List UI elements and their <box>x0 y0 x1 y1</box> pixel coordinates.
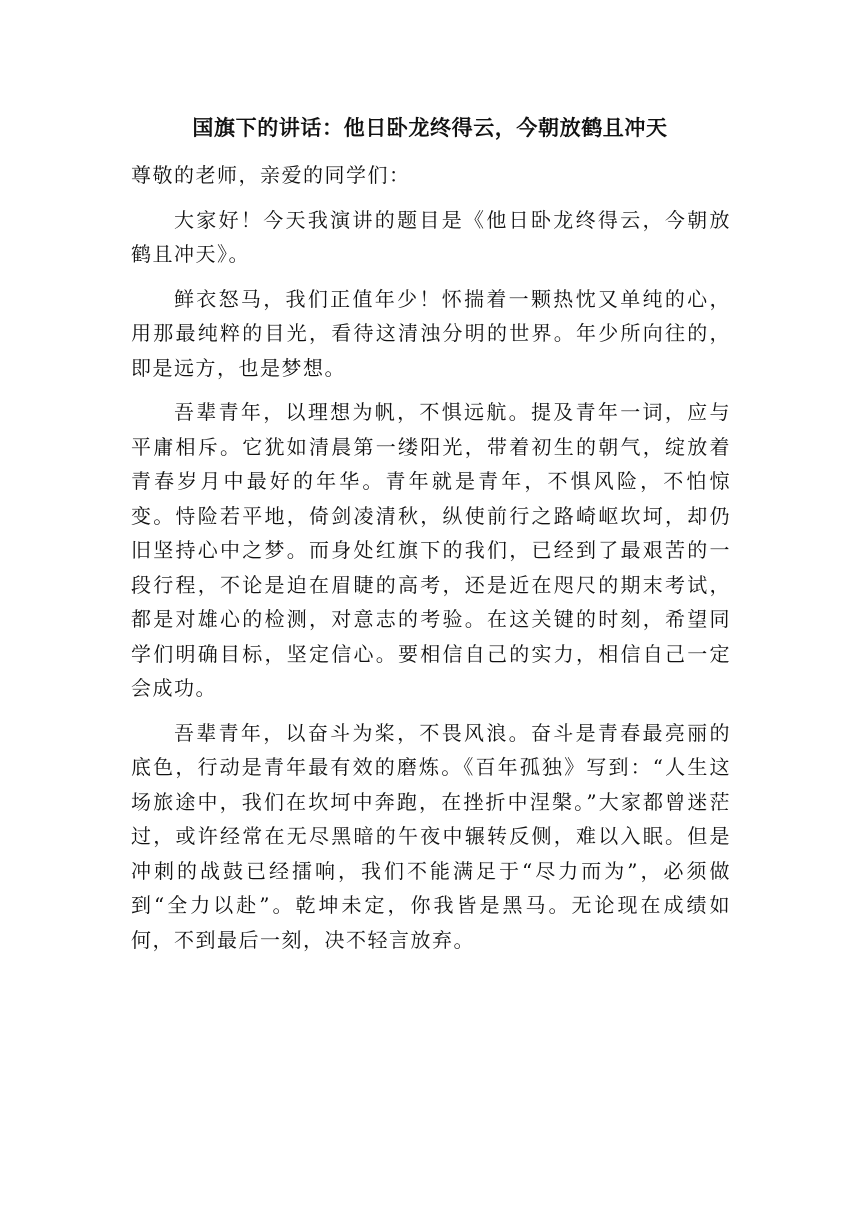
salutation: 尊敬的老师，亲爱的同学们： <box>131 163 411 187</box>
document-title: 国旗下的讲话：他日卧龙终得云，今朝放鹤且冲天 <box>192 116 668 140</box>
paragraph-ideals: 吾辈青年，以理想为帆，不惧远航。提及青年一词，应与平庸相斥。它犹如清晨第一缕阳光，带着初生的朝气，绽放着青春岁月中最好的年华。青年就是青年，不惧风险，不怕惊变。恃险若平地，倚剑凌清秋，纵使前行之路崎岖坎坷，却仍旧坚持心中之梦。而身处红旗下的我们，已经到了最艰苦的一段行程，不论是迫在眉睫的高考，还是近在咫尺的期末考试，都是对雄心的检测，对意志的考验。在这关键的时刻，希望同学们明确目标，坚定信心。要相信自己的实力，相信自己一定会成功。 <box>131 400 731 700</box>
paragraph-youth: 鲜衣怒马，我们正值年少！怀揣着一颗热忱又单纯的心，用那最纯粹的目光，看待这清浊分明的世界。年少所向往的，即是远方，也是梦想。 <box>131 286 731 380</box>
document-body <box>131 158 731 967</box>
paragraph-struggle: 吾辈青年，以奋斗为桨，不畏风浪。奋斗是青春最亮丽的底色，行动是青年最有效的磨炼。《百年孤独》写到：“人生这场旅途中，我们在坎坷中奔跑，在挫折中涅槃。”大家都曾迷茫过，或许经常在无尽黑暗的午夜中辗转反侧，难以入眠。但是冲刺的战鼓已经擂响，我们不能满足于“尽力而为”，必须做到“全力以赴”。乾坤未定，你我皆是黑马。无论现在成绩如何，不到最后一刻，决不轻言放弃。 <box>131 720 731 952</box>
paragraph-greeting: 大家好！今天我演讲的题目是《他日卧龙终得云，今朝放鹤且冲天》。 <box>131 207 731 266</box>
